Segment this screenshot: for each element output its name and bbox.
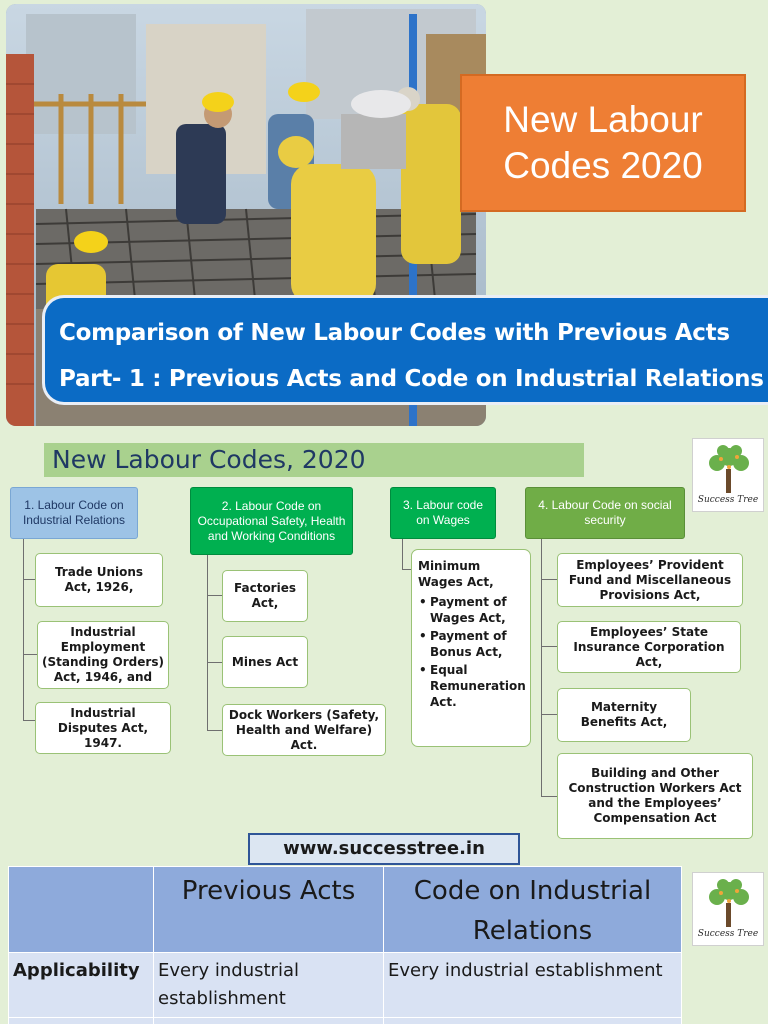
connector-line: [402, 569, 411, 570]
table-cell: [384, 1018, 682, 1024]
cell-code-applicability: Every industrial establishment: [384, 953, 682, 1018]
code-wages: 3. Labour code on Wages: [390, 487, 496, 539]
connector-line: [541, 796, 557, 797]
act-dock-workers: Dock Workers (Safety, Health and Welfare) Act.: [222, 704, 386, 756]
act-maternity-benefits: Maternity Benefits Act,: [557, 688, 691, 742]
subtitle-banner: [42, 295, 768, 405]
connector-line: [23, 654, 37, 655]
row-label-applicability: Applicability: [9, 953, 154, 1018]
connector-line: [23, 539, 24, 720]
act-industrial-employment: Industrial Employment (Standing Orders) Act, 1946, and: [37, 621, 169, 689]
success-tree-logo: [692, 438, 764, 512]
code-social-security: 4. Labour Code on social security: [525, 487, 685, 539]
section-title: New Labour Codes, 2020: [44, 443, 584, 477]
banner-line-2: Part- 1 : Previous Acts and Code on Industrial Relations: [59, 366, 764, 392]
connector-line: [23, 579, 35, 580]
comparison-table: [8, 866, 681, 1024]
cell-previous-applicability: Every industrial establishment: [154, 953, 384, 1018]
title-line-2: Codes 2020: [503, 145, 703, 186]
connector-line: [23, 720, 35, 721]
connector-line: [541, 579, 557, 580]
hero-section: [0, 0, 768, 430]
connector-line: [207, 555, 208, 730]
act-payment-of-bonus: • Payment of Bonus Act,: [418, 628, 524, 660]
act-industrial-disputes: Industrial Disputes Act, 1947.: [35, 702, 171, 754]
logo-text: Success Tree: [697, 495, 759, 505]
table-row: [9, 1018, 682, 1024]
connector-line: [207, 730, 222, 731]
banner-line-1: Comparison of New Labour Codes with Previous Acts: [59, 320, 730, 346]
website-link[interactable]: www.successtree.in: [248, 833, 520, 865]
table-row: [9, 953, 682, 1018]
success-tree-logo-bottom: [692, 872, 764, 946]
act-state-insurance: Employees’ State Insurance Corporation Act,: [557, 621, 741, 673]
tree-icon: [693, 439, 765, 499]
connector-line: [207, 662, 222, 663]
act-equal-remuneration: • Equal Remuneration Act.: [418, 662, 524, 710]
act-provident-fund: Employees’ Provident Fund and Miscellaneous Provisions Act,: [557, 553, 743, 607]
table-cell: [9, 1018, 154, 1024]
logo-text: Success Tree: [697, 929, 759, 939]
act-factories: Factories Act,: [222, 570, 308, 622]
act-trade-unions: Trade Unions Act, 1926,: [35, 553, 163, 607]
connector-line: [541, 714, 557, 715]
code-industrial-relations: 1. Labour Code on Industrial Relations: [10, 487, 138, 539]
title-line-1: New Labour: [503, 99, 703, 140]
act-payment-of-wages: • Payment of Wages Act,: [418, 594, 524, 626]
table-cell: [154, 1018, 384, 1024]
header-previous-acts: Previous Acts: [154, 867, 384, 953]
header-blank: [9, 867, 154, 953]
code-occupational-safety: 2. Labour Code on Occupational Safety, Health and Working Conditions: [190, 487, 353, 555]
wages-bullets: [418, 594, 524, 710]
wages-acts-list: [411, 549, 531, 747]
act-mines: Mines Act: [222, 636, 308, 688]
act-building-construction: Building and Other Construction Workers Act and the Employees’ Compensation Act: [557, 753, 753, 839]
tree-icon: [693, 873, 765, 933]
connector-line: [402, 539, 403, 569]
act-minimum-wages: Minimum Wages Act,: [418, 559, 494, 589]
header-code-industrial-relations: Code on Industrial Relations: [384, 867, 682, 953]
connector-line: [207, 595, 222, 596]
connector-line: [541, 646, 557, 647]
connector-line: [541, 539, 542, 796]
title-box: [460, 74, 746, 212]
table-header-row: [9, 867, 682, 953]
